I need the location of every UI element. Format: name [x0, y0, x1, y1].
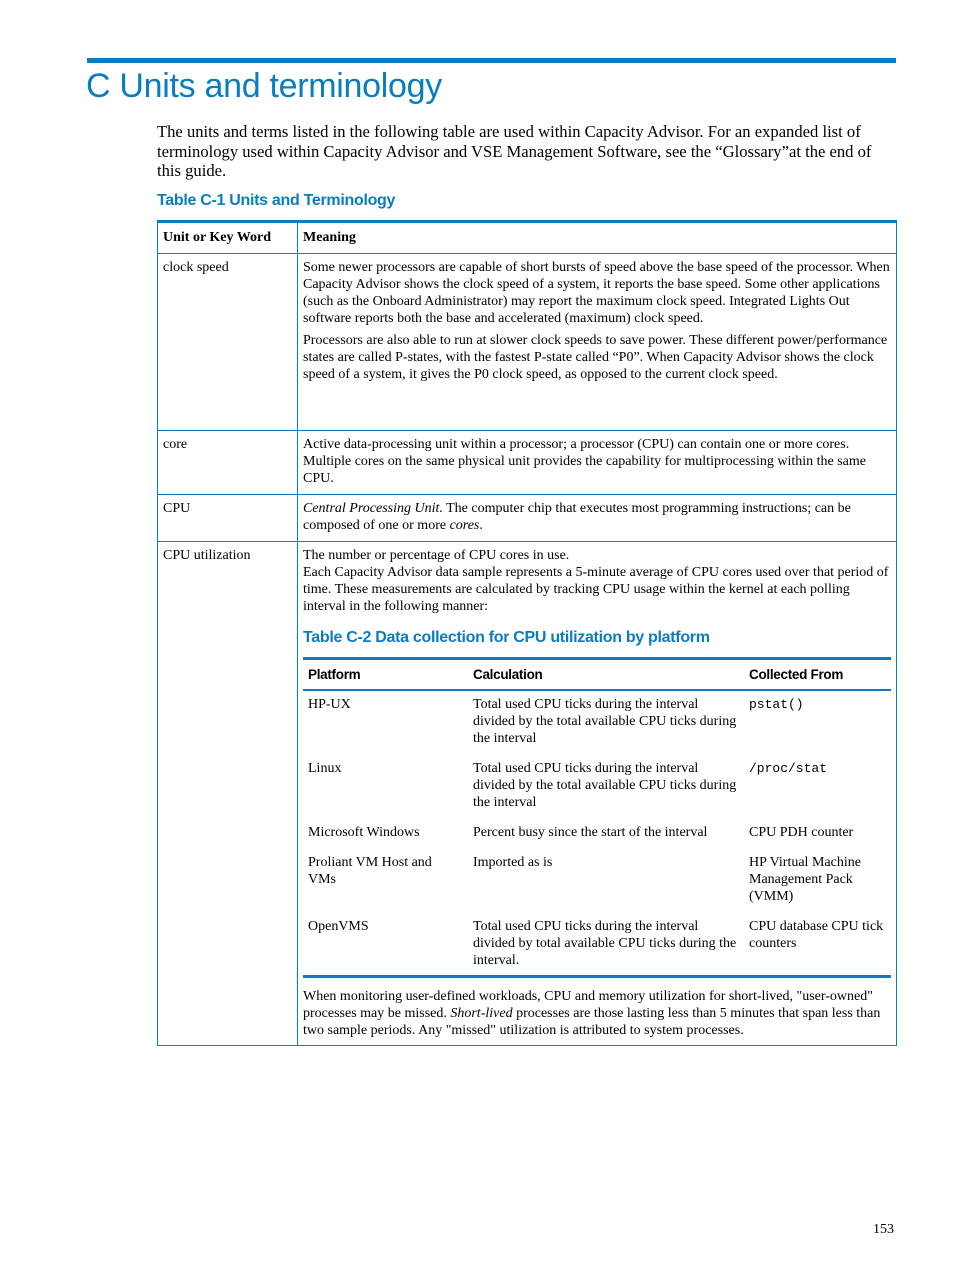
header-calculation: Calculation [468, 659, 744, 691]
meaning-paragraph [303, 500, 891, 534]
header-collected-from: Collected From [744, 659, 891, 691]
term-cell: CPU [158, 495, 298, 542]
table-row [158, 431, 897, 495]
term-emphasis: cores [449, 518, 480, 533]
meaning-text: . [479, 518, 483, 533]
source-cell: pstat() [749, 697, 804, 712]
chapter-title: C Units and terminology [86, 67, 442, 105]
term-emphasis: Central Processing Unit. [303, 501, 443, 516]
term-cell: clock speed [158, 254, 298, 431]
note-text: When monitoring user-defined workloads, CPU and memory utilization for short-lived, "user-owned" processes may be missed. [303, 989, 873, 1021]
meaning-text: The computer chip that executes most programming instructions; can be composed of one or more [303, 501, 851, 533]
meaning-cell [298, 542, 897, 1046]
calculation-cell: Total used CPU ticks during the interval divided by the total available CPU ticks during the interval [473, 697, 737, 746]
meaning-cell [298, 495, 897, 542]
calculation-cell: Imported as is [473, 855, 553, 870]
platform-cell: OpenVMS [303, 905, 468, 977]
meaning-line: Each Capacity Advisor data sample represents a 5-minute average of CPU cores used over that period of time. These measurements are calculated by tracking CPU usage within the kernel at each polling interval in the following manner: [303, 565, 889, 614]
source-cell: CPU PDH counter [749, 825, 854, 840]
platform-cell: Linux [308, 761, 342, 776]
meaning-paragraph: Active data-processing unit within a processor; a processor (CPU) can contain one or more cores. Multiple cores on the same physical unit provides the capability for multiprocessing within the same CPU. [303, 437, 866, 486]
table-row [158, 542, 897, 1046]
platform-cell: Proliant VM Host and VMs [308, 855, 432, 887]
meaning-cell [298, 431, 897, 495]
table-header-row [158, 222, 897, 254]
source-cell: CPU database CPU tick counters [744, 905, 891, 977]
platform-row [303, 690, 891, 747]
platform-row [303, 811, 891, 841]
units-terminology-table [157, 220, 897, 1046]
meaning-paragraph: Processors are also able to run at slower clock speeds to save power. These different power/performance states are called P-states, with the fastest P-state called “P0”. When Capacity Advisor shows the clock speed of a system, it gives the P0 clock speed, as opposed to the current clock speed. [303, 333, 888, 382]
platform-row [303, 841, 891, 905]
meaning-cell [298, 254, 897, 431]
header-meaning: Meaning [298, 222, 897, 254]
page-number: 153 [873, 1222, 894, 1237]
platform-cell: HP-UX [308, 697, 351, 712]
header-term: Unit or Key Word [158, 222, 298, 254]
platform-cell: Microsoft Windows [308, 825, 420, 840]
source-cell: HP Virtual Machine Management Pack (VMM) [749, 855, 861, 904]
meaning-paragraph: Some newer processors are capable of short bursts of speed above the base speed of the processor. When Capacity Advisor shows the clock speed of a system, it reports the base speed. Some other applications (such as the Onboard Administrator) may report the maximum clock speed. Integrated Lights Out software reports both the base and accelerated (maximum) clock speed. [303, 260, 890, 326]
note-text: processes are those lasting less than 5 minutes that span less than two sample periods. Any "missed" utilization is attributed to system processes. [303, 1006, 881, 1038]
note-emphasis: Short-lived [450, 1006, 513, 1021]
platform-header-row [303, 659, 891, 691]
table-row [158, 254, 897, 431]
term-cell: core [158, 431, 298, 495]
term-cell: CPU utilization [158, 542, 298, 1046]
calculation-cell: Total used CPU ticks during the interval divided by total available CPU ticks during the interval. [468, 905, 744, 977]
table-c2-caption: Table C-2 Data collection for CPU utilization by platform [303, 629, 710, 646]
header-platform: Platform [303, 659, 468, 691]
platform-row [303, 747, 891, 811]
source-cell: /proc/stat [749, 761, 828, 776]
platform-row [303, 905, 891, 977]
calculation-cell: Total used CPU ticks during the interval divided by the total available CPU ticks during the interval [473, 761, 737, 810]
cpu-platform-table [303, 657, 891, 978]
table-row [158, 495, 897, 542]
table-c1-caption: Table C-1 Units and Terminology [157, 192, 396, 209]
calculation-cell: Percent busy since the start of the interval [473, 825, 708, 840]
intro-paragraph: The units and terms listed in the following table are used within Capacity Advisor. For an expanded list of terminology used within Capacity Advisor and VSE Management Software, see the “Glossary”at the end of this guide. [157, 122, 872, 181]
utilization-note [303, 988, 891, 1039]
meaning-line: The number or percentage of CPU cores in use. [303, 548, 570, 563]
